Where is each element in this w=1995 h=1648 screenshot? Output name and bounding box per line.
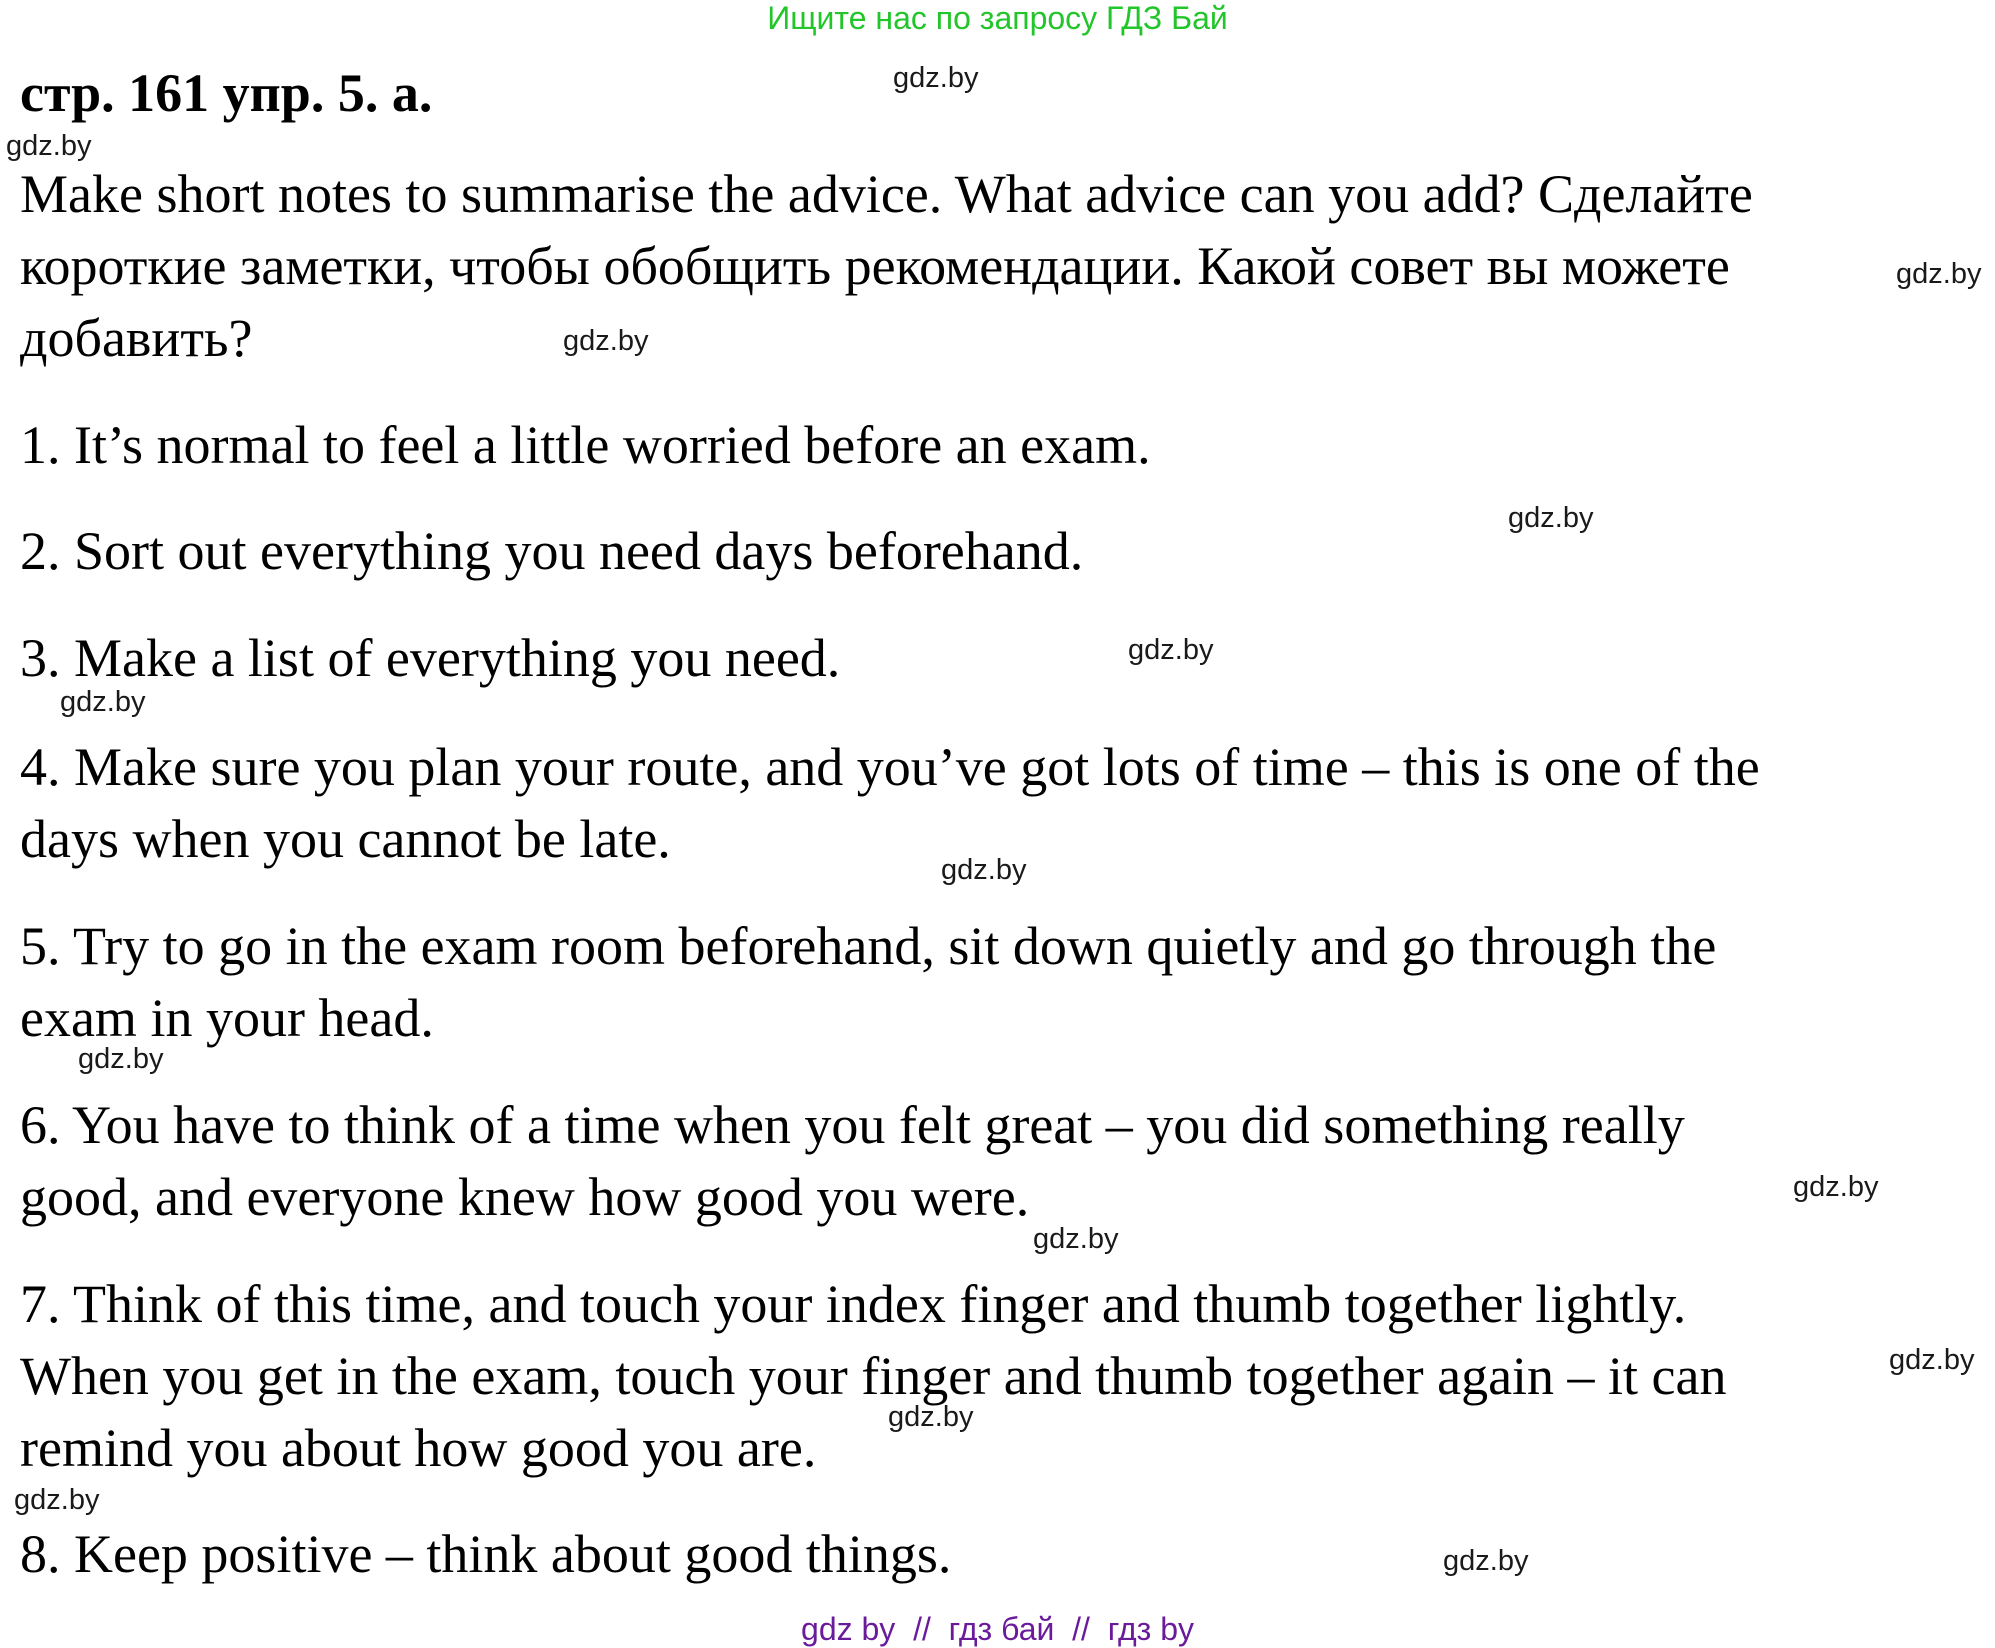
list-item-line: 2. Sort out everything you need days beforehand. — [20, 521, 1084, 581]
footer-links: gdz by // гдз бай // гдз by — [801, 1611, 1194, 1647]
list-item-6 — [20, 1089, 1685, 1233]
page-heading: стр. 161 упр. 5. а. — [20, 63, 433, 123]
list-item-line: 4. Make sure you plan your route, and you’ve got lots of time – this is one of the — [20, 737, 1760, 797]
watermark: gdz.by — [6, 130, 92, 162]
list-item-line: days when you cannot be late. — [20, 809, 671, 869]
instruction-line: Make short notes to summarise the advice. What advice can you add? Сделайте — [20, 164, 1753, 224]
watermark: gdz.by — [1508, 502, 1594, 534]
list-item-5 — [20, 910, 1716, 1054]
list-item-line: exam in your head. — [20, 988, 434, 1048]
list-item-line: 7. Think of this time, and touch your index finger and thumb together lightly. — [20, 1274, 1687, 1334]
watermark: gdz.by — [893, 62, 979, 94]
list-item-line: good, and everyone knew how good you were. — [20, 1167, 1030, 1227]
watermark: gdz.by — [941, 854, 1027, 886]
list-item-8 — [20, 1518, 951, 1590]
instruction-line: короткие заметки, чтобы обобщить рекомендации. Какой совет вы можете — [20, 236, 1730, 296]
top-banner: Ищите нас по запросу ГДЗ Бай — [767, 0, 1228, 36]
instruction-line: добавить? — [20, 308, 253, 368]
watermark: gdz.by — [563, 325, 649, 357]
list-item-2 — [20, 515, 1083, 587]
list-item-line: remind you about how good you are. — [20, 1418, 817, 1478]
watermark: gdz.by — [1033, 1223, 1119, 1255]
list-item-line: 5. Try to go in the exam room beforehand, sit down quietly and go through the — [20, 916, 1717, 976]
list-item-line: 8. Keep positive – think about good things. — [20, 1524, 952, 1584]
list-item-line: When you get in the exam, touch your finger and thumb together again – it can — [20, 1346, 1727, 1406]
watermark: gdz.by — [888, 1401, 974, 1433]
list-item-line: 1. It’s normal to feel a little worried before an exam. — [20, 415, 1151, 475]
watermark: gdz.by — [14, 1484, 100, 1516]
list-item-3 — [20, 622, 840, 694]
watermark: gdz.by — [1128, 634, 1214, 666]
list-item-line: 6. You have to think of a time when you felt great – you did something really — [20, 1095, 1685, 1155]
instruction-text — [20, 158, 1753, 374]
watermark: gdz.by — [78, 1043, 164, 1075]
watermark: gdz.by — [1896, 258, 1982, 290]
watermark: gdz.by — [1889, 1344, 1975, 1376]
watermark: gdz.by — [1443, 1545, 1529, 1577]
list-item-4 — [20, 731, 1760, 875]
list-item-7 — [20, 1268, 1726, 1484]
watermark: gdz.by — [60, 686, 146, 718]
watermark: gdz.by — [1793, 1171, 1879, 1203]
list-item-line: 3. Make a list of everything you need. — [20, 628, 841, 688]
list-item-1 — [20, 409, 1151, 481]
